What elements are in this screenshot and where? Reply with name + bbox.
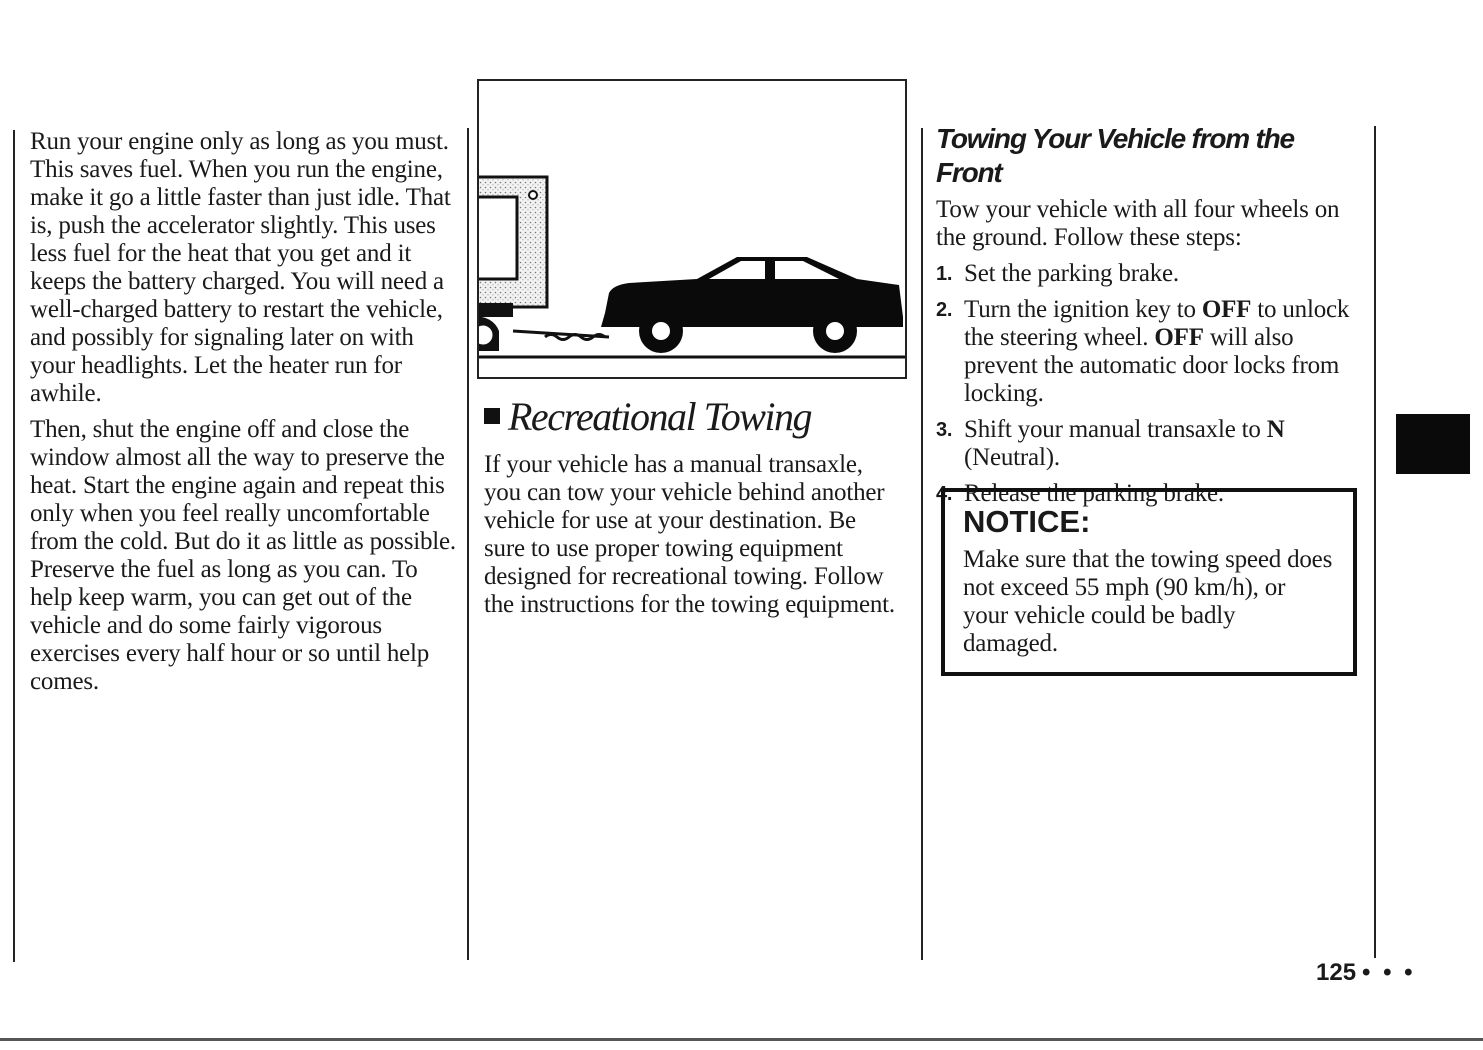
step-emphasis: N bbox=[1266, 416, 1285, 443]
column-divider-middle-left bbox=[467, 128, 469, 960]
middle-column bbox=[484, 395, 899, 619]
towing-illustration bbox=[477, 79, 907, 379]
towing-step-1 bbox=[936, 260, 1361, 288]
towing-front-heading: Towing Your Vehicle from the Front bbox=[936, 123, 1294, 188]
car-towed-behind-motorhome-icon bbox=[479, 81, 905, 377]
left-paragraph-2: Then, shut the engine off and close the window almost all the way to preserve the heat. Start the engine again and repeat this only when you feel really uncomfortable from the cold. But do it as little as possible. Preserve the fuel as long as you can. To help keep warm, you can get out of the vehicle and do some fairly vigorous exercises every half hour or so until help comes. bbox=[30, 416, 456, 695]
towing-intro: Tow your vehicle with all four wheels on the ground. Follow these steps: bbox=[936, 196, 1340, 251]
section-title bbox=[484, 395, 899, 439]
towing-steps-list bbox=[936, 260, 1361, 508]
middle-paragraph: If your vehicle has a manual transaxle, you can tow your vehicle behind another vehicle for use at your destination. Be sure to use proper towing equipment designed for recreational towing. Follow the instructions for the towing equipment. bbox=[484, 451, 895, 618]
bottom-rule bbox=[0, 1038, 1483, 1041]
page-dots: • • • bbox=[1362, 959, 1416, 986]
notice-box bbox=[941, 488, 1357, 676]
column-divider-right bbox=[1374, 126, 1376, 958]
left-paragraph-1: Run your engine only as long as you must. This saves fuel. When you run the engine, make it go a little faster than just idle. That is, push the accelerator slightly. This uses less fuel for the heat that you get and it keeps the battery charged. You will need a well-charged battery to restart the vehicle, and possibly for signaling later on with your headlights. Let the heater run for awhile. bbox=[30, 128, 451, 407]
step-text: Turn the ignition key to bbox=[964, 296, 1202, 323]
section-bullet-icon bbox=[484, 408, 500, 424]
right-column bbox=[936, 122, 1361, 516]
step-emphasis: OFF bbox=[1201, 296, 1252, 323]
step-text: Set the parking brake. bbox=[964, 260, 1179, 287]
step-emphasis: OFF bbox=[1154, 324, 1204, 351]
notice-text: Make sure that the towing speed does not exceed 55 mph (90 km/h), or your vehicle could be badly damaged. bbox=[963, 546, 1333, 657]
step-text: Release the parking brake. bbox=[964, 480, 1224, 507]
section-thumb-tab bbox=[1396, 414, 1470, 474]
towing-step-3 bbox=[936, 416, 1361, 472]
step-text: to unlock the steering wheel. bbox=[964, 296, 1350, 351]
page-number: 125 bbox=[1316, 959, 1357, 986]
left-column bbox=[30, 128, 458, 696]
towing-step-2 bbox=[936, 296, 1361, 408]
column-divider-left bbox=[13, 130, 15, 962]
step-number: 3. bbox=[936, 419, 953, 441]
step-number: 2. bbox=[936, 299, 953, 321]
step-number: 4. bbox=[936, 483, 953, 505]
step-text: (Neutral). bbox=[964, 444, 1060, 471]
step-text: will also prevent the automatic door locks from locking. bbox=[964, 324, 1340, 407]
notice-title: NOTICE: bbox=[963, 504, 1091, 539]
step-text: Shift your manual transaxle to bbox=[964, 416, 1267, 443]
column-divider-middle-right bbox=[921, 128, 923, 960]
step-number: 1. bbox=[936, 263, 953, 285]
section-title-text: Recreational Towing bbox=[508, 394, 811, 439]
